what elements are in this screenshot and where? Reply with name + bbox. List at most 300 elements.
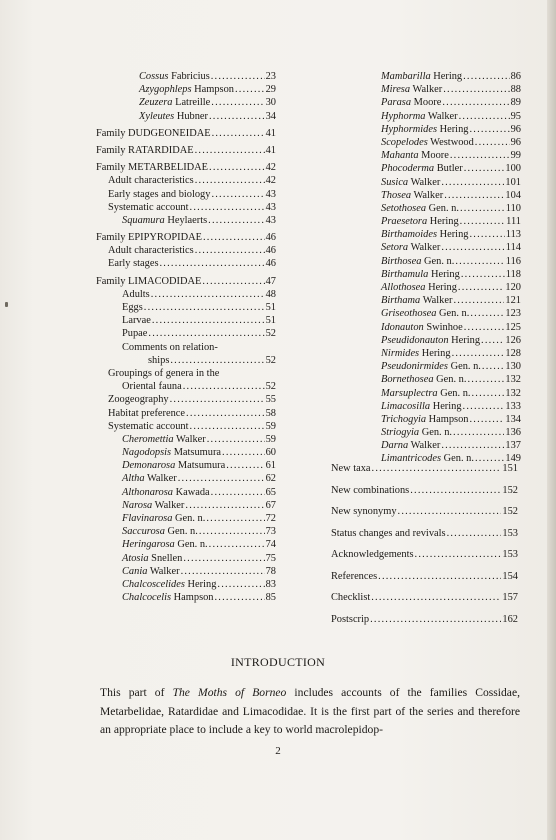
toc-entry-taxon: Family DUDGEONEIDAE bbox=[96, 127, 211, 139]
toc-entry-page: 132 bbox=[505, 387, 521, 399]
toc-entry bbox=[381, 347, 521, 360]
toc-entry-label bbox=[381, 228, 468, 241]
toc-entry-page: 133 bbox=[505, 400, 521, 412]
toc-entry-page: 104 bbox=[505, 189, 521, 201]
toc-entry-taxon: Phocoderma bbox=[381, 163, 435, 175]
toc-entry-author: Westwood bbox=[430, 136, 474, 148]
toc-entry bbox=[96, 341, 276, 354]
toc-entry-label bbox=[381, 110, 458, 123]
toc-entry-page: 96 bbox=[510, 123, 521, 135]
toc-entry-taxon: Habitat preference bbox=[108, 407, 186, 419]
leader-dots bbox=[178, 472, 265, 485]
toc-entry-page: 121 bbox=[505, 295, 521, 307]
leader-dots bbox=[444, 189, 504, 202]
toc-entry-page: 29 bbox=[265, 84, 276, 96]
toc-entry bbox=[331, 458, 518, 480]
toc-entry bbox=[96, 459, 276, 472]
leader-dots bbox=[226, 459, 264, 472]
toc-entry bbox=[331, 480, 518, 502]
toc-entry-page: 75 bbox=[265, 552, 276, 564]
leader-dots bbox=[186, 407, 265, 420]
toc-entry-taxon: Larvae bbox=[122, 315, 151, 327]
toc-entry-page: 46 bbox=[265, 245, 276, 257]
toc-entry-label: New taxa bbox=[331, 463, 371, 474]
toc-entry-page: 137 bbox=[505, 440, 521, 452]
toc-entry-page: 34 bbox=[265, 110, 276, 122]
toc-entry bbox=[96, 127, 276, 140]
toc-entry-page: 100 bbox=[505, 163, 521, 175]
toc-entry bbox=[381, 268, 521, 281]
toc-entry bbox=[381, 162, 521, 175]
toc-entry-label bbox=[381, 387, 471, 400]
leader-dots bbox=[453, 426, 504, 439]
toc-entry bbox=[381, 149, 521, 162]
toc-entry-taxon: Limacosilla bbox=[381, 400, 431, 412]
toc-entry-page: 132 bbox=[505, 374, 521, 386]
leader-dots bbox=[160, 257, 265, 270]
toc-entry-page: 74 bbox=[265, 539, 276, 551]
leader-dots bbox=[235, 83, 265, 96]
toc-entry-page: 42 bbox=[265, 175, 276, 187]
page-number: 2 bbox=[275, 745, 281, 757]
toc-entry-page: 61 bbox=[265, 460, 276, 472]
toc-entry-author: Hering bbox=[433, 71, 463, 82]
toc-entry-author: Walker bbox=[412, 84, 443, 96]
toc-entry bbox=[331, 566, 518, 588]
toc-entry-label bbox=[122, 380, 182, 393]
toc-entry-taxon: ships bbox=[148, 354, 170, 366]
toc-entry-label bbox=[108, 407, 185, 420]
toc-entry-taxon: Zeuzera bbox=[139, 97, 173, 109]
toc-entry-taxon: Hyphorma bbox=[381, 110, 426, 122]
toc-entry bbox=[381, 202, 521, 215]
leader-dots bbox=[199, 525, 265, 538]
toc-entry-page: 55 bbox=[265, 394, 276, 406]
toc-entry-author: Swinhoe bbox=[426, 321, 463, 333]
toc-entry-label bbox=[108, 420, 189, 433]
toc-entry bbox=[96, 486, 276, 499]
toc-entry-taxon: Mahanta bbox=[381, 150, 419, 162]
toc-entry-page: 136 bbox=[505, 427, 521, 439]
toc-entry-taxon: Susica bbox=[381, 176, 409, 188]
toc-entry bbox=[381, 123, 521, 136]
toc-entry-page: 88 bbox=[510, 84, 521, 96]
leader-dots bbox=[467, 373, 504, 386]
toc-entry bbox=[96, 538, 276, 551]
toc-entry-page: 134 bbox=[505, 413, 521, 425]
toc-entry-page: 59 bbox=[265, 420, 276, 432]
toc-entry-taxon: Parasa bbox=[381, 97, 412, 109]
toc-entry-taxon: Family LIMACODIDAE bbox=[96, 275, 202, 287]
toc-entry-taxon: Pseudidonauton bbox=[381, 334, 449, 346]
toc-entry bbox=[331, 587, 518, 609]
intro-text-after: includes accounts of the families Cossidae, Metarbelidae, Ratardidae and Limacodidae. It is the first part of the series and therefore an appropriate place to include a key to world macrolepidop- bbox=[100, 686, 520, 736]
toc-entry-author: Gen. n. bbox=[424, 255, 455, 267]
toc-entry-page: 73 bbox=[265, 526, 276, 538]
toc-entry-label: New combinations bbox=[331, 484, 410, 496]
leader-dots bbox=[460, 202, 505, 215]
toc-entry-label bbox=[108, 393, 169, 406]
toc-entry-page: 123 bbox=[505, 308, 521, 320]
toc-entry-taxon: Birthama bbox=[381, 295, 421, 307]
toc-entry-author: Kawada bbox=[175, 486, 210, 498]
toc-entry-label bbox=[381, 334, 480, 347]
toc-entry bbox=[96, 327, 276, 340]
leader-dots bbox=[222, 446, 265, 459]
toc-entry-author: Moore bbox=[413, 97, 442, 109]
toc-entry-page: 43 bbox=[265, 201, 276, 213]
leader-dots bbox=[209, 538, 265, 551]
toc-entry bbox=[381, 255, 521, 268]
toc-entry bbox=[381, 189, 521, 202]
toc-entry-taxon: Thosea bbox=[381, 189, 412, 201]
leader-dots bbox=[209, 110, 265, 123]
leader-dots bbox=[378, 566, 501, 588]
leader-dots bbox=[453, 294, 504, 307]
toc-entry-taxon: Hyphormides bbox=[381, 123, 437, 135]
toc-entry-taxon: Limantricodes bbox=[381, 453, 442, 465]
toc-entry bbox=[96, 367, 276, 380]
toc-entry-label: Groupings of genera in the bbox=[108, 367, 220, 379]
toc-entry-taxon: Flavinarosa bbox=[122, 513, 173, 524]
toc-entry bbox=[381, 307, 521, 320]
leader-dots bbox=[442, 96, 509, 109]
toc-entry-label bbox=[381, 189, 443, 202]
leader-dots bbox=[208, 214, 264, 227]
toc-entry-author: Gen. n. bbox=[443, 453, 474, 465]
toc-entry-label bbox=[122, 591, 214, 604]
leader-dots bbox=[398, 501, 502, 523]
toc-entry-taxon: Althonarosa bbox=[122, 486, 173, 498]
toc-entry-label bbox=[122, 525, 198, 538]
toc-entry-author: Gen. n. bbox=[436, 374, 467, 386]
toc-entry-page: 83 bbox=[265, 578, 276, 590]
toc-entry bbox=[381, 413, 521, 426]
leader-dots bbox=[215, 591, 265, 604]
toc-entry-taxon: Cossus bbox=[139, 71, 169, 82]
leader-dots bbox=[211, 70, 265, 83]
leader-dots bbox=[469, 228, 504, 241]
toc-entry-author: Walker bbox=[413, 189, 444, 201]
toc-entry-page: 60 bbox=[265, 447, 276, 459]
leader-dots bbox=[190, 420, 265, 433]
toc-entry-author: Hampson bbox=[428, 413, 469, 425]
toc-entry-page: 89 bbox=[510, 97, 521, 109]
leader-dots bbox=[441, 241, 504, 254]
leader-dots bbox=[148, 327, 264, 340]
leader-dots bbox=[458, 281, 504, 294]
toc-entry-taxon: Griseothosea bbox=[381, 308, 437, 320]
toc-entry bbox=[331, 501, 518, 523]
toc-entry-taxon: Setora bbox=[381, 242, 409, 254]
toc-entry-page: 23 bbox=[265, 71, 276, 82]
leader-dots bbox=[469, 123, 509, 136]
toc-entry-taxon: Scopelodes bbox=[381, 136, 428, 148]
toc-entry-label: Checklist bbox=[331, 592, 371, 603]
leader-dots bbox=[190, 201, 265, 214]
toc-entry-label bbox=[381, 255, 454, 268]
toc-entry-label bbox=[122, 446, 221, 459]
toc-entry-label bbox=[381, 321, 463, 334]
toc-entry-author: Walker bbox=[154, 499, 185, 511]
toc-entry bbox=[381, 294, 521, 307]
toc-entry-author: Hering bbox=[428, 282, 457, 293]
toc-entry-page: 130 bbox=[505, 361, 521, 373]
leader-dots bbox=[195, 244, 265, 257]
toc-entry bbox=[381, 281, 521, 294]
margin-mark bbox=[5, 302, 8, 307]
page-edge-shadow bbox=[547, 0, 556, 840]
contents-right-column bbox=[381, 70, 521, 466]
leader-dots bbox=[470, 307, 504, 320]
toc-entry-taxon: Altha bbox=[122, 473, 145, 485]
toc-entry-label bbox=[96, 161, 208, 174]
toc-entry bbox=[381, 360, 521, 373]
toc-entry bbox=[381, 241, 521, 254]
toc-entry bbox=[381, 334, 521, 347]
toc-entry-taxon: Systematic account bbox=[108, 201, 189, 213]
toc-entry-page: 114 bbox=[505, 242, 521, 254]
toc-entry bbox=[381, 387, 521, 400]
toc-entry-taxon: Early stages and biology bbox=[108, 188, 211, 200]
toc-entry bbox=[96, 552, 276, 565]
leader-dots bbox=[372, 458, 502, 480]
toc-entry-label bbox=[381, 347, 451, 360]
toc-entry-taxon: Systematic account bbox=[108, 420, 189, 432]
toc-entry bbox=[96, 578, 276, 591]
toc-entry-taxon: Squamura bbox=[122, 214, 165, 226]
leader-dots bbox=[464, 162, 505, 175]
toc-entry bbox=[381, 96, 521, 109]
toc-entry-page: 125 bbox=[505, 321, 521, 333]
toc-entry-page: 51 bbox=[265, 302, 276, 313]
toc-entry-label bbox=[122, 459, 225, 472]
toc-entry bbox=[96, 314, 276, 327]
toc-entry bbox=[331, 609, 518, 631]
toc-entry bbox=[96, 188, 276, 201]
leader-dots bbox=[455, 255, 504, 268]
toc-entry-label bbox=[381, 268, 460, 281]
toc-entry-page: 46 bbox=[265, 258, 276, 270]
toc-entry-taxon: Mambarilla bbox=[381, 71, 431, 82]
toc-entry-label bbox=[122, 472, 177, 485]
toc-entry-author: Gen. n. bbox=[428, 202, 459, 214]
toc-entry-taxon: Setothosea bbox=[381, 202, 427, 214]
toc-entry-author: Heylaerts bbox=[167, 214, 208, 226]
leader-dots bbox=[459, 110, 510, 123]
toc-entry bbox=[96, 407, 276, 420]
toc-entry-page: 154 bbox=[502, 570, 518, 582]
toc-entry-taxon: Trichogyia bbox=[381, 413, 427, 425]
toc-entry-page: 116 bbox=[505, 255, 521, 267]
toc-entry-author: Gen. n. bbox=[177, 539, 208, 551]
toc-entry-label bbox=[122, 214, 207, 227]
toc-entry bbox=[331, 544, 518, 566]
toc-entry-label bbox=[381, 426, 452, 439]
toc-entry-page: 30 bbox=[265, 97, 276, 109]
toc-entry-page: 58 bbox=[265, 407, 276, 419]
leader-dots bbox=[441, 439, 504, 452]
toc-entry-label: Postscrip bbox=[331, 613, 370, 625]
toc-entry-taxon: Eggs bbox=[122, 302, 143, 313]
toc-entry-label bbox=[381, 241, 440, 254]
toc-entry-taxon: Striogyia bbox=[381, 427, 420, 439]
toc-entry-taxon: Saccurosa bbox=[122, 526, 165, 538]
toc-entry-page: 48 bbox=[265, 288, 276, 300]
leader-dots bbox=[464, 321, 505, 334]
toc-entry-author: Walker bbox=[149, 565, 180, 577]
toc-entry-page: 46 bbox=[265, 232, 276, 244]
toc-entry-label bbox=[122, 433, 206, 446]
toc-entry-page: 78 bbox=[265, 565, 276, 577]
toc-entry-taxon: Nirmides bbox=[381, 347, 420, 359]
toc-entry-page: 99 bbox=[510, 150, 521, 162]
leader-dots bbox=[170, 354, 264, 367]
leader-dots bbox=[195, 174, 265, 187]
toc-entry-page: 86 bbox=[510, 71, 521, 82]
toc-entry-page: 113 bbox=[505, 229, 521, 241]
toc-entry-label bbox=[381, 70, 462, 83]
toc-entry bbox=[96, 161, 276, 174]
toc-entry-label bbox=[122, 288, 150, 301]
leader-dots bbox=[469, 413, 504, 426]
toc-entry-author: Butler bbox=[436, 163, 463, 175]
toc-entry bbox=[381, 321, 521, 334]
toc-entry bbox=[96, 257, 276, 270]
toc-entry-label bbox=[381, 136, 474, 149]
toc-entry-label bbox=[381, 83, 442, 96]
leader-dots bbox=[185, 499, 264, 512]
leader-dots bbox=[203, 231, 265, 244]
toc-entry-label bbox=[381, 413, 468, 426]
toc-entry-author: Hering bbox=[451, 334, 481, 346]
toc-entry-taxon: Adult characteristics bbox=[108, 175, 194, 187]
leader-dots bbox=[450, 149, 510, 162]
toc-entry-taxon: Darna bbox=[381, 440, 409, 452]
toc-entry-author: Hubner bbox=[176, 110, 208, 122]
toc-entry-taxon: Xyleutes bbox=[139, 110, 175, 122]
toc-entry-page: 96 bbox=[510, 136, 521, 148]
toc-entry-author: Gen. n. bbox=[175, 513, 206, 524]
toc-entry bbox=[96, 70, 276, 83]
leader-dots bbox=[482, 360, 505, 373]
toc-entry-author: Hering bbox=[430, 268, 460, 280]
toc-entry-label bbox=[381, 123, 468, 136]
toc-entry-page: 110 bbox=[505, 202, 521, 214]
toc-entry-author: Walker bbox=[410, 242, 441, 254]
toc-entry bbox=[96, 214, 276, 227]
contents-left-column bbox=[96, 70, 276, 604]
toc-entry-page: 152 bbox=[502, 484, 518, 496]
leader-dots bbox=[481, 334, 504, 347]
toc-entry-label: Acknowledgements bbox=[331, 549, 414, 560]
toc-entry-page: 153 bbox=[502, 527, 518, 539]
toc-entry-label bbox=[139, 96, 210, 109]
leader-dots bbox=[211, 188, 264, 201]
leader-dots bbox=[461, 268, 505, 281]
toc-entry-page: 59 bbox=[265, 433, 276, 445]
toc-entry bbox=[96, 354, 276, 367]
toc-entry-taxon: Birthamoides bbox=[381, 229, 437, 241]
toc-entry bbox=[96, 380, 276, 393]
toc-entry-author: Hering bbox=[187, 578, 217, 590]
contents-misc-entries bbox=[331, 458, 518, 630]
leader-dots bbox=[452, 347, 505, 360]
toc-entry bbox=[381, 426, 521, 439]
toc-entry-label bbox=[122, 314, 151, 327]
toc-entry bbox=[381, 176, 521, 189]
leader-dots bbox=[209, 161, 265, 174]
toc-entry-taxon: Nagodopsis bbox=[122, 447, 172, 459]
toc-entry-label bbox=[122, 486, 210, 499]
toc-entry-label bbox=[139, 83, 234, 96]
intro-text-before: This part of bbox=[100, 686, 173, 699]
toc-entry-page: 43 bbox=[265, 188, 276, 200]
toc-entry-taxon: Azygophleps bbox=[139, 84, 192, 96]
leader-dots bbox=[370, 609, 501, 631]
toc-entry bbox=[96, 231, 276, 244]
toc-entry-label bbox=[381, 176, 440, 189]
leader-dots bbox=[463, 70, 509, 83]
intro-book-title: The Moths of Borneo bbox=[172, 686, 287, 699]
toc-entry-label bbox=[381, 294, 452, 307]
toc-entry-label bbox=[122, 512, 205, 525]
toc-entry-page: 157 bbox=[502, 592, 518, 603]
toc-entry-author: Walker bbox=[427, 110, 458, 122]
toc-entry-taxon: Oriental fauna bbox=[122, 381, 182, 393]
introduction-heading: INTRODUCTION bbox=[230, 655, 326, 669]
toc-entry-author: Gen. n. bbox=[450, 361, 481, 373]
toc-entry bbox=[96, 565, 276, 578]
toc-entry bbox=[96, 591, 276, 604]
leader-dots bbox=[472, 387, 505, 400]
toc-entry-page: 42 bbox=[265, 162, 276, 174]
leader-dots bbox=[211, 486, 265, 499]
toc-entry-label bbox=[148, 354, 169, 367]
toc-entry bbox=[96, 201, 276, 214]
leader-dots bbox=[410, 480, 501, 502]
toc-entry-label bbox=[381, 149, 449, 162]
toc-entry bbox=[331, 523, 518, 545]
toc-entry bbox=[96, 96, 276, 109]
toc-entry bbox=[381, 228, 521, 241]
toc-entry bbox=[381, 110, 521, 123]
leader-dots bbox=[475, 136, 510, 149]
toc-entry-label bbox=[96, 144, 194, 157]
leader-dots bbox=[152, 314, 265, 327]
toc-entry-taxon: Narosa bbox=[122, 499, 153, 511]
leader-dots bbox=[217, 578, 264, 591]
leader-dots bbox=[202, 275, 264, 288]
toc-entry-label bbox=[381, 373, 466, 386]
toc-entry bbox=[96, 288, 276, 301]
toc-entry bbox=[96, 83, 276, 96]
toc-entry-label bbox=[122, 552, 182, 565]
toc-entry-page: 51 bbox=[265, 315, 276, 327]
toc-entry-author: Walker bbox=[422, 295, 453, 307]
toc-entry-label bbox=[381, 202, 459, 215]
toc-entry-label bbox=[108, 201, 189, 214]
toc-entry bbox=[96, 420, 276, 433]
toc-entry-author: Gen. n. bbox=[167, 526, 198, 538]
leader-dots bbox=[183, 552, 264, 565]
toc-entry-taxon: Praesetora bbox=[381, 216, 428, 228]
toc-entry bbox=[381, 70, 521, 83]
toc-entry-page: 47 bbox=[265, 275, 276, 287]
toc-entry-taxon: Pupae bbox=[122, 328, 148, 340]
toc-entry-label bbox=[96, 231, 202, 244]
toc-entry-label bbox=[381, 307, 469, 320]
